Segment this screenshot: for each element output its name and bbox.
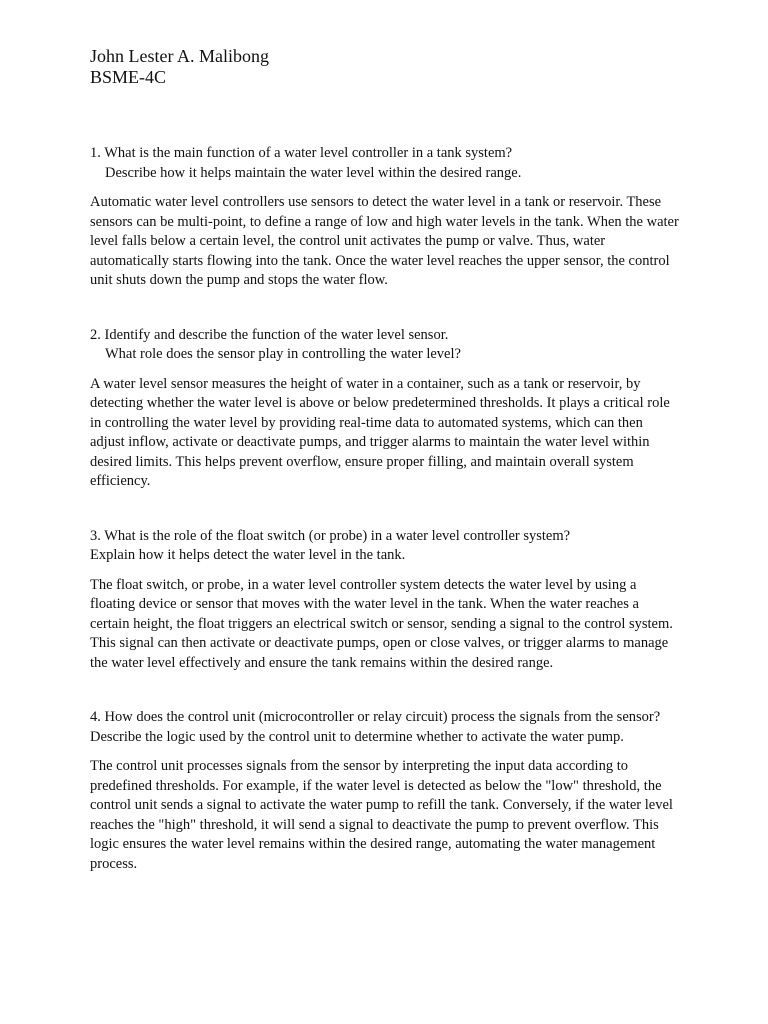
question-3 <box>90 527 680 566</box>
question-block-4 <box>90 708 680 874</box>
answer-4: The control unit processes signals from the sensor by interpreting the input data according to predefined thresholds. For example, if the water level is detected as below the "low" threshold, the control unit sends a signal to activate the water pump to refill the tank. Conversely, if the water level reaches the "high" threshold, it will send a signal to deactivate the pump to prevent overflow. This logic ensures the water level remains within the desired range, automating the water management process. <box>90 758 673 872</box>
question-block-2 <box>90 326 680 492</box>
answer-1: Automatic water level controllers use sensors to detect the water level in a tank or reservoir. These sensors can be multi-point, to define a range of low and high water levels in the tank. When the water level falls below a certain level, the control unit activates the pump or valve. Thus, water automatically starts flowing into the tank. Once the water level reaches the upper sensor, the control unit shuts down the pump and stops the water flow. <box>90 194 679 288</box>
question-2-line-1: 2. Identify and describe the function of the water level sensor. <box>90 326 449 343</box>
question-4 <box>90 708 680 747</box>
author-block <box>90 46 680 88</box>
answer-2: A water level sensor measures the height of water in a container, such as a tank or reservoir, by detecting whether the water level is above or below predetermined thresholds. It plays a critical role in controlling the water level by providing real-time data to automated systems, which can then adjust inflow, activate or deactivate pumps, and trigger alarms to maintain the water level within desired limits. This helps prevent overflow, ensure proper filling, and maintain overall system efficiency. <box>90 375 670 489</box>
question-4-line-1: 4. How does the control unit (microcontroller or relay circuit) process the signals from the sensor? Describe the logic used by the control unit to determine whether to activate the water pump. <box>90 709 661 745</box>
question-3-line-2: Explain how it helps detect the water level in the tank. <box>90 547 406 563</box>
question-2 <box>90 326 680 365</box>
answer-3: The float switch, or probe, in a water level controller system detects the water level by using a floating device or sensor that moves with the water level in the tank. When the water reaches a certain height, the float triggers an electrical switch or sensor, sending a signal to the control system. This signal can then activate or deactivate pumps, open or close valves, or trigger alarms to manage the water level effectively and ensure the tank remains within the desired range. <box>90 576 673 671</box>
question-block-3 <box>90 527 680 674</box>
question-2-line-2: What role does the sensor play in controlling the water level? <box>105 346 461 362</box>
question-1 <box>90 144 680 183</box>
author-name: John Lester A. Malibong <box>90 46 269 66</box>
question-1-line-1: 1. What is the main function of a water level controller in a tank system? <box>90 145 513 161</box>
author-section: BSME-4C <box>90 67 167 87</box>
question-1-line-2: Describe how it helps maintain the water level within the desired range. <box>105 164 522 181</box>
document-page <box>90 46 680 874</box>
question-list <box>90 144 680 874</box>
question-3-line-1: 3. What is the role of the float switch (or probe) in a water level controller system? <box>90 527 571 544</box>
question-block-1 <box>90 144 680 291</box>
